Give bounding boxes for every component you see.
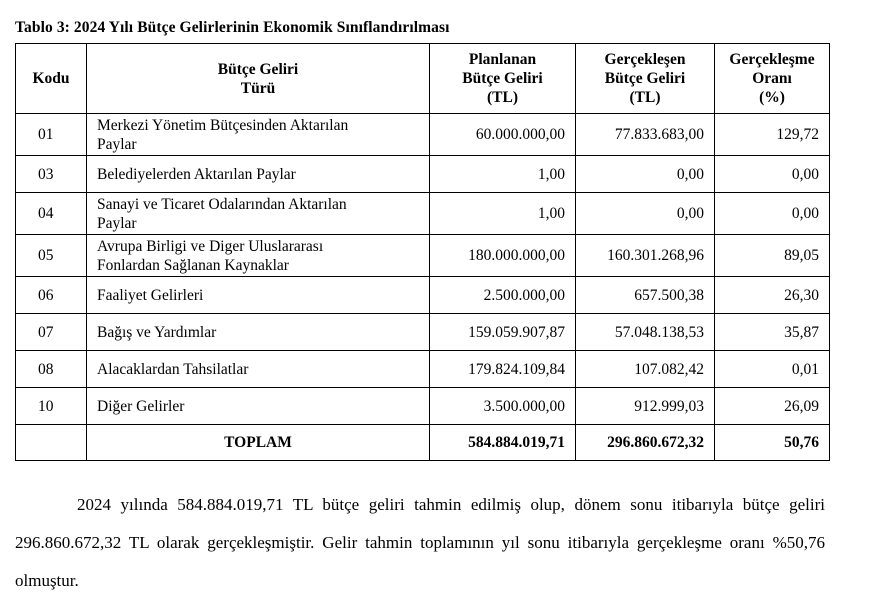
- cell-planned: 3.500.000,00: [430, 388, 576, 425]
- header-planned: Planlanan Bütçe Geliri (TL): [430, 44, 576, 114]
- table-row: [16, 388, 830, 425]
- cell-planned: 180.000.000,00: [430, 235, 576, 277]
- table-header-row: [16, 44, 830, 114]
- cell-name: Merkezi Yönetim Bütçesinden Aktarılan Paylar: [87, 114, 430, 156]
- cell-code: 08: [16, 351, 87, 388]
- cell-code: 01: [16, 114, 87, 156]
- cell-planned: 179.824.109,84: [430, 351, 576, 388]
- cell-rate: 0,00: [715, 193, 830, 235]
- table-row: [16, 156, 830, 193]
- cell-planned: 1,00: [430, 193, 576, 235]
- cell-code: 03: [16, 156, 87, 193]
- cell-realized: 0,00: [576, 193, 715, 235]
- cell-code: 06: [16, 277, 87, 314]
- table-caption: Tablo 3: 2024 Yılı Bütçe Gelirlerinin Ekonomik Sınıflandırılması: [15, 19, 450, 36]
- cell-realized: 107.082,42: [576, 351, 715, 388]
- cell-realized: 160.301.268,96: [576, 235, 715, 277]
- cell-name: Bağış ve Yardımlar: [87, 314, 430, 351]
- cell-planned: 60.000.000,00: [430, 114, 576, 156]
- total-row: [16, 425, 830, 461]
- cell-code: 10: [16, 388, 87, 425]
- cell-code: 07: [16, 314, 87, 351]
- cell-planned: 1,00: [430, 156, 576, 193]
- header-rate: Gerçekleşme Oranı (%): [715, 44, 830, 114]
- total-planned: 584.884.019,71: [430, 425, 576, 461]
- cell-rate: 35,87: [715, 314, 830, 351]
- cell-realized: 0,00: [576, 156, 715, 193]
- cell-realized: 57.048.138,53: [576, 314, 715, 351]
- cell-name: Alacaklardan Tahsilatlar: [87, 351, 430, 388]
- cell-realized: 912.999,03: [576, 388, 715, 425]
- cell-name: Avrupa Birligi ve Diger Uluslararası Fonlardan Sağlanan Kaynaklar: [87, 235, 430, 277]
- cell-rate: 26,09: [715, 388, 830, 425]
- cell-name: Belediyelerden Aktarılan Paylar: [87, 156, 430, 193]
- table-row: [16, 193, 830, 235]
- summary-text: 2024 yılında 584.884.019,71 TL bütçe geliri tahmin edilmiş olup, dönem sonu itibarıyla bütçe geliri 296.860.672,32 TL olarak gerçekleşmiştir. Gelir tahmin toplamının yıl sonu itibarıyla gerçekleşme oranı %50,76 olmuştur.: [15, 495, 825, 590]
- summary-paragraph: [15, 486, 825, 600]
- budget-revenue-table: [15, 43, 830, 461]
- cell-rate: 129,72: [715, 114, 830, 156]
- total-rate: 50,76: [715, 425, 830, 461]
- cell-rate: 0,01: [715, 351, 830, 388]
- header-realized: Gerçekleşen Bütçe Geliri (TL): [576, 44, 715, 114]
- total-realized: 296.860.672,32: [576, 425, 715, 461]
- header-revenue-type: Bütçe Geliri Türü: [87, 44, 430, 114]
- cell-code: [16, 425, 87, 461]
- table-row: [16, 277, 830, 314]
- table-row: [16, 351, 830, 388]
- cell-name: Diğer Gelirler: [87, 388, 430, 425]
- table-row: [16, 114, 830, 156]
- total-label: TOPLAM: [87, 425, 430, 461]
- table-row: [16, 235, 830, 277]
- cell-rate: 89,05: [715, 235, 830, 277]
- cell-planned: 159.059.907,87: [430, 314, 576, 351]
- cell-name: Faaliyet Gelirleri: [87, 277, 430, 314]
- cell-name: Sanayi ve Ticaret Odalarından Aktarılan Paylar: [87, 193, 430, 235]
- cell-code: 05: [16, 235, 87, 277]
- cell-rate: 0,00: [715, 156, 830, 193]
- cell-code: 04: [16, 193, 87, 235]
- table-row: [16, 314, 830, 351]
- cell-rate: 26,30: [715, 277, 830, 314]
- cell-planned: 2.500.000,00: [430, 277, 576, 314]
- cell-realized: 657.500,38: [576, 277, 715, 314]
- cell-realized: 77.833.683,00: [576, 114, 715, 156]
- header-code: Kodu: [16, 44, 87, 114]
